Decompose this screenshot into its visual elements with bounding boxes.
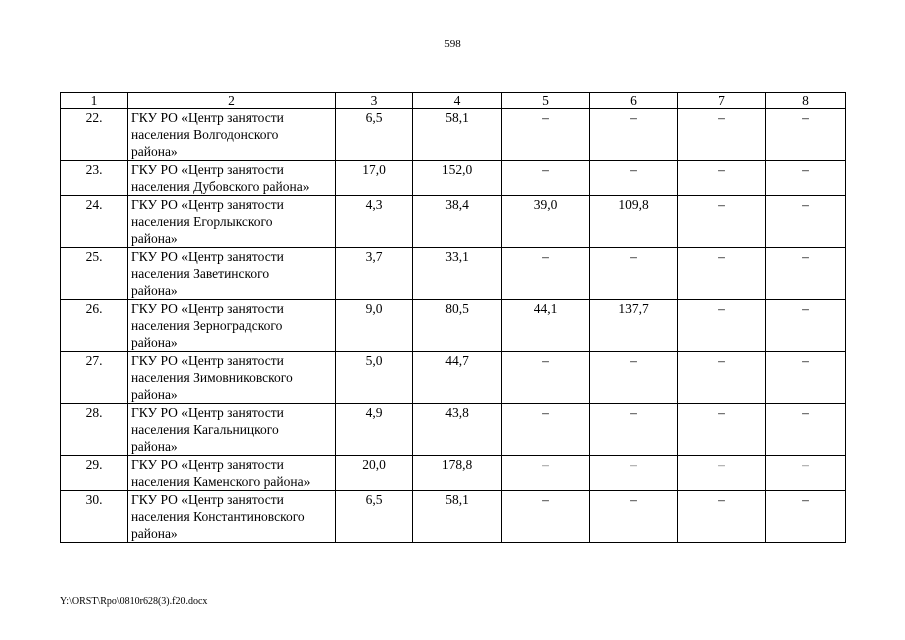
cell-col6: – xyxy=(590,248,678,300)
row-number: 30. xyxy=(61,491,128,543)
organization-name xyxy=(128,456,336,491)
cell-col4: 178,8 xyxy=(413,456,502,491)
cell-col5: 39,0 xyxy=(502,196,590,248)
cell-col4: 58,1 xyxy=(413,109,502,161)
organization-name xyxy=(128,491,336,543)
cell-col7: – xyxy=(678,404,766,456)
organization-name xyxy=(128,404,336,456)
cell-col8: – xyxy=(766,109,846,161)
cell-col6: 137,7 xyxy=(590,300,678,352)
column-header: 7 xyxy=(678,93,766,109)
cell-col4: 33,1 xyxy=(413,248,502,300)
cell-col8: – xyxy=(766,491,846,543)
cell-col8: – xyxy=(766,196,846,248)
cell-col5: – xyxy=(502,109,590,161)
column-header: 4 xyxy=(413,93,502,109)
cell-col6: – xyxy=(590,109,678,161)
table-row xyxy=(61,109,846,161)
row-number: 27. xyxy=(61,352,128,404)
table-row xyxy=(61,161,846,196)
cell-col7: – xyxy=(678,300,766,352)
name-line: ГКУ РО «Центр занятости xyxy=(131,197,284,212)
cell-col3: 9,0 xyxy=(336,300,413,352)
name-line: ГКУ РО «Центр занятости xyxy=(131,301,284,316)
name-line: района» xyxy=(131,283,178,298)
cell-col5: – xyxy=(502,161,590,196)
cell-col3: 4,3 xyxy=(336,196,413,248)
cell-col3: 20,0 xyxy=(336,456,413,491)
cell-col3: 3,7 xyxy=(336,248,413,300)
cell-col4: 43,8 xyxy=(413,404,502,456)
name-line: района» xyxy=(131,439,178,454)
name-line: населения Заветинского xyxy=(131,266,270,281)
name-line: населения Волгодонского xyxy=(131,127,279,142)
cell-col4: 152,0 xyxy=(413,161,502,196)
cell-col4: 58,1 xyxy=(413,491,502,543)
row-number: 22. xyxy=(61,109,128,161)
cell-col6: 109,8 xyxy=(590,196,678,248)
name-line: населения Зимовниковского xyxy=(131,370,293,385)
cell-col3: 6,5 xyxy=(336,109,413,161)
cell-col5: – xyxy=(502,491,590,543)
column-header: 5 xyxy=(502,93,590,109)
cell-col3: 4,9 xyxy=(336,404,413,456)
row-number: 23. xyxy=(61,161,128,196)
cell-col5: – xyxy=(502,404,590,456)
table-row xyxy=(61,248,846,300)
cell-col6: – xyxy=(590,404,678,456)
data-table xyxy=(60,92,846,543)
organization-name xyxy=(128,161,336,196)
column-header: 6 xyxy=(590,93,678,109)
cell-col5: – xyxy=(502,248,590,300)
cell-col3: 17,0 xyxy=(336,161,413,196)
cell-col5: 44,1 xyxy=(502,300,590,352)
organization-name xyxy=(128,196,336,248)
cell-col8: – xyxy=(766,404,846,456)
cell-col5: – xyxy=(502,352,590,404)
name-line: ГКУ РО «Центр занятости xyxy=(131,492,284,507)
name-line: района» xyxy=(131,387,178,402)
cell-col7: – xyxy=(678,248,766,300)
name-line: района» xyxy=(131,231,178,246)
table-row xyxy=(61,300,846,352)
name-line: ГКУ РО «Центр занятости xyxy=(131,110,284,125)
table-row xyxy=(61,196,846,248)
table-row xyxy=(61,352,846,404)
table-header-row xyxy=(61,93,846,109)
name-line: ГКУ РО «Центр занятости xyxy=(131,405,284,420)
row-number: 29. xyxy=(61,456,128,491)
name-line: ГКУ РО «Центр занятости xyxy=(131,457,284,472)
table-row xyxy=(61,491,846,543)
column-header: 3 xyxy=(336,93,413,109)
column-header: 8 xyxy=(766,93,846,109)
name-line: ГКУ РО «Центр занятости xyxy=(131,353,284,368)
cell-col7: – xyxy=(678,196,766,248)
name-line: населения Константиновского xyxy=(131,509,305,524)
cell-col3: 5,0 xyxy=(336,352,413,404)
footer-file-path: Y:\ORST\Rpo\0810r628(3).f20.docx xyxy=(60,596,208,607)
cell-col4: 80,5 xyxy=(413,300,502,352)
cell-col7: – xyxy=(678,109,766,161)
name-line: населения Егорлыкского xyxy=(131,214,273,229)
organization-name xyxy=(128,352,336,404)
cell-col8: – xyxy=(766,161,846,196)
cell-col8: – xyxy=(766,456,846,491)
cell-col8: – xyxy=(766,300,846,352)
name-line: населения Зерноградского xyxy=(131,318,283,333)
name-line: района» xyxy=(131,526,178,541)
table-row xyxy=(61,404,846,456)
name-line: ГКУ РО «Центр занятости xyxy=(131,162,284,177)
cell-col6: – xyxy=(590,161,678,196)
name-line: района» xyxy=(131,335,178,350)
row-number: 25. xyxy=(61,248,128,300)
name-line: района» xyxy=(131,144,178,159)
name-line: населения Дубовского района» xyxy=(131,179,310,194)
page-number: 598 xyxy=(444,38,461,50)
cell-col7: – xyxy=(678,161,766,196)
cell-col8: – xyxy=(766,352,846,404)
cell-col7: – xyxy=(678,352,766,404)
cell-col7: – xyxy=(678,491,766,543)
column-header: 1 xyxy=(61,93,128,109)
cell-col5: – xyxy=(502,456,590,491)
cell-col4: 38,4 xyxy=(413,196,502,248)
name-line: населения Каменского района» xyxy=(131,474,311,489)
name-line: ГКУ РО «Центр занятости xyxy=(131,249,284,264)
cell-col6: – xyxy=(590,352,678,404)
cell-col8: – xyxy=(766,248,846,300)
organization-name xyxy=(128,248,336,300)
row-number: 24. xyxy=(61,196,128,248)
name-line: населения Кагальницкого xyxy=(131,422,279,437)
column-header: 2 xyxy=(128,93,336,109)
table-row xyxy=(61,456,846,491)
cell-col3: 6,5 xyxy=(336,491,413,543)
row-number: 26. xyxy=(61,300,128,352)
cell-col6: – xyxy=(590,491,678,543)
cell-col7: – xyxy=(678,456,766,491)
cell-col6: – xyxy=(590,456,678,491)
row-number: 28. xyxy=(61,404,128,456)
organization-name xyxy=(128,109,336,161)
organization-name xyxy=(128,300,336,352)
cell-col4: 44,7 xyxy=(413,352,502,404)
